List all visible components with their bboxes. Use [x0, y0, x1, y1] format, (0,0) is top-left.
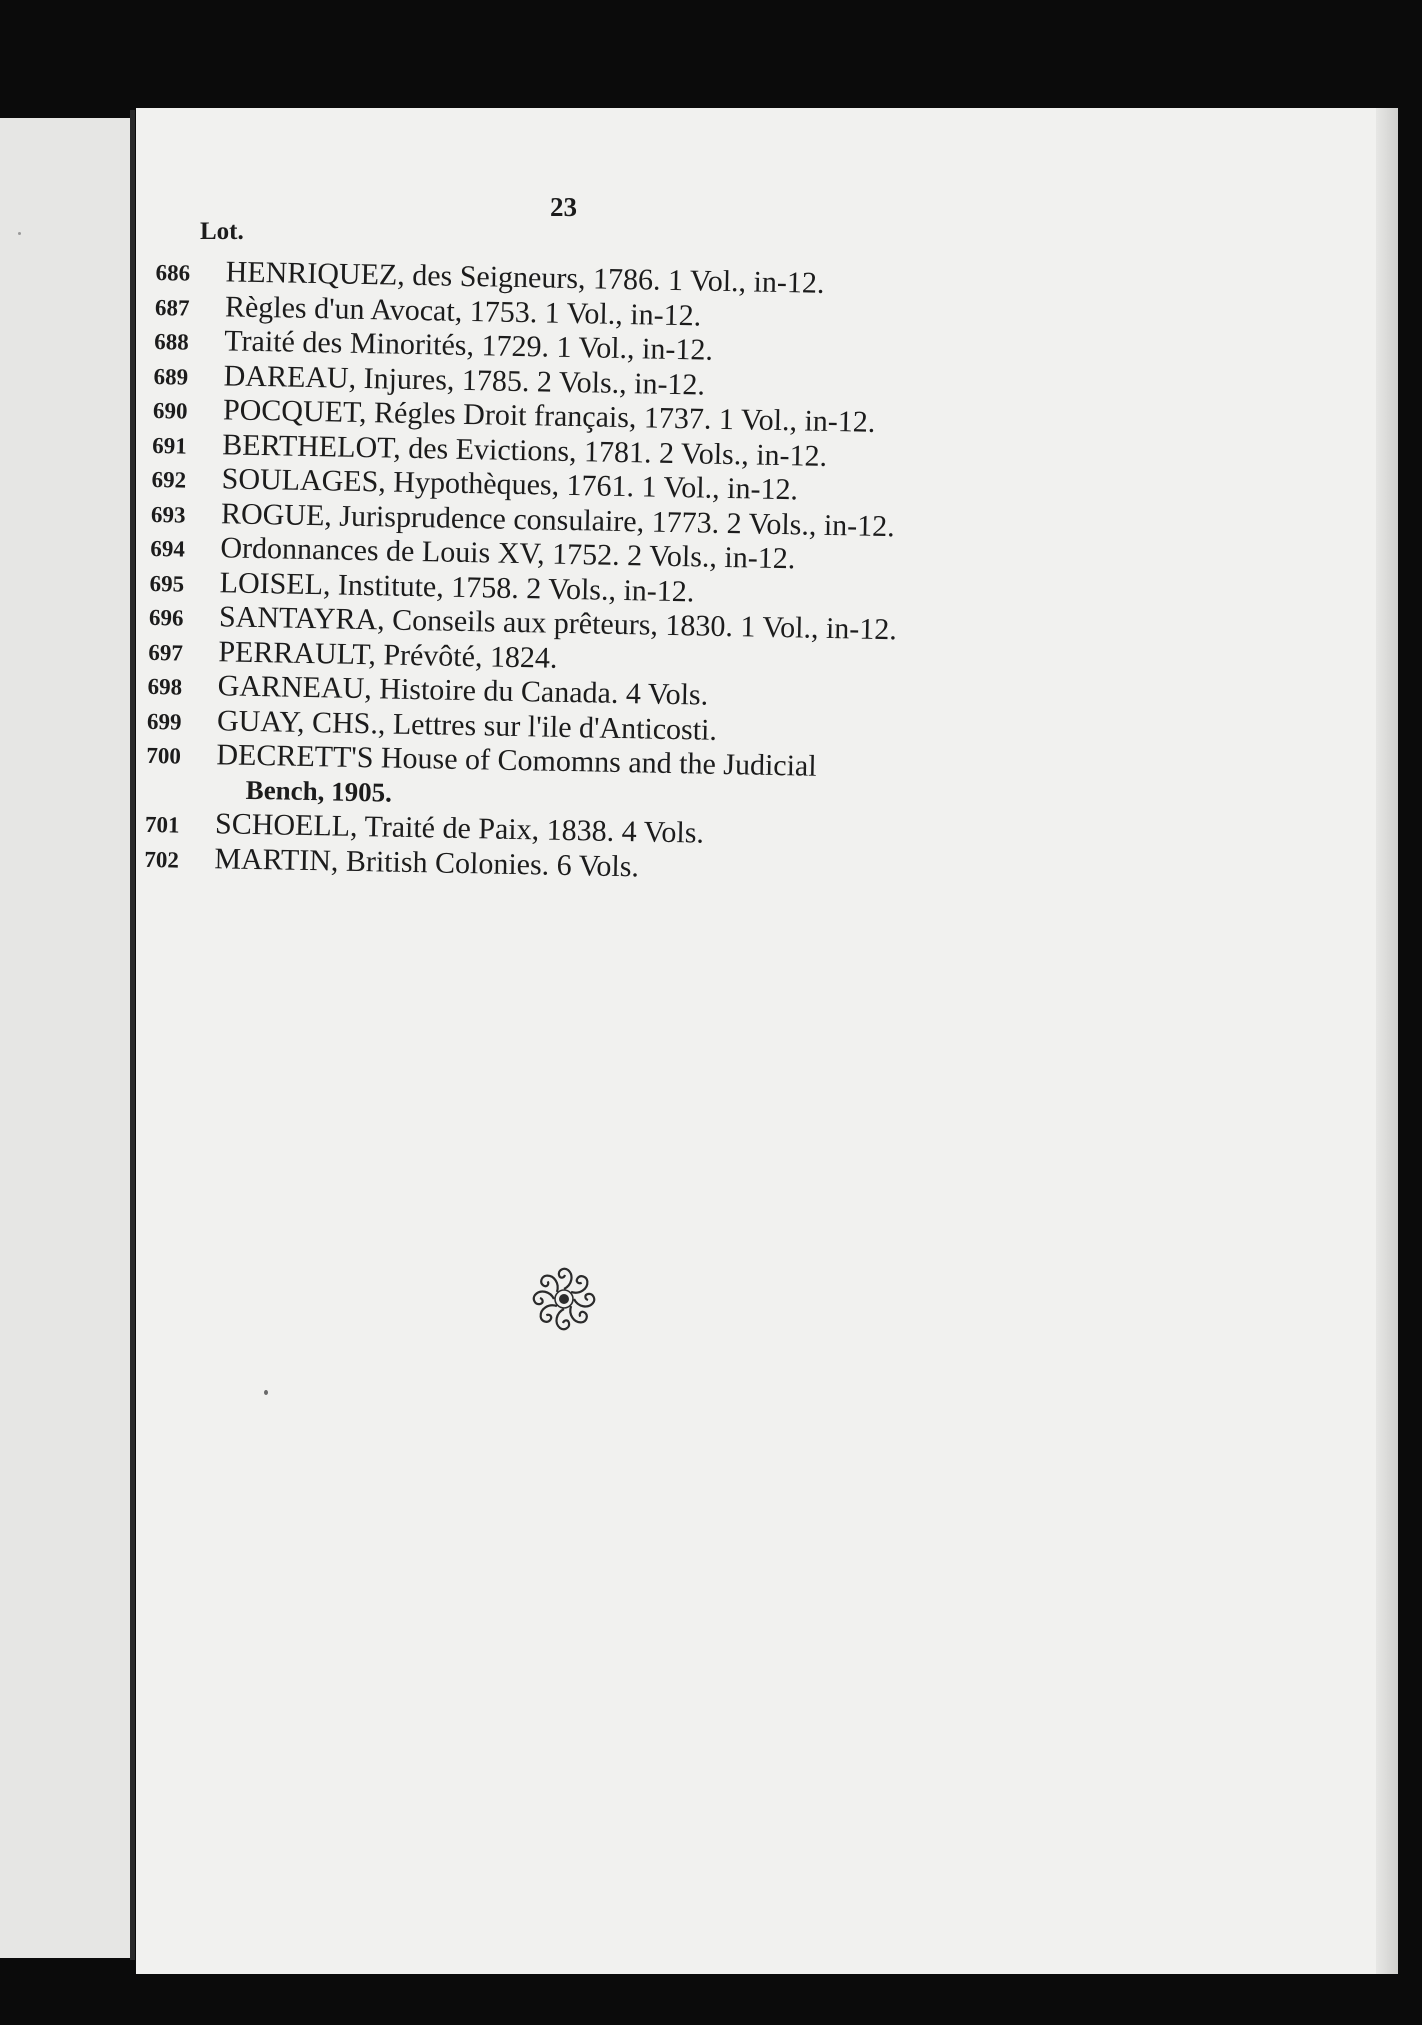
lot-description-text: GARNEAU, Histoire du Canada. 4 Vols. — [217, 669, 709, 712]
lot-number: 693 — [150, 501, 186, 528]
lot-number: 686 — [155, 259, 191, 286]
lot-description-text: SCHOELL, Traité de Paix, 1838. 4 Vols. — [214, 807, 705, 850]
rosette-petal — [557, 1309, 570, 1329]
lot-description-text: DECRETT'S House of Comomns and the Judicial — [216, 738, 817, 783]
lot-number: 699 — [146, 708, 182, 735]
lot-description-text: MARTIN, British Colonies. 6 Vols. — [214, 841, 640, 883]
lot-number: 690 — [152, 397, 188, 424]
page-edge-shadow — [1376, 108, 1398, 1974]
lot-description-text: Ordonnances de Louis XV, 1752. 2 Vols., in-12. — [220, 531, 796, 576]
lot-number: 696 — [148, 604, 184, 631]
lot-description-text: LOISEL, Institute, 1758. 2 Vols., in-12. — [219, 565, 695, 608]
lot-number: 692 — [151, 466, 187, 493]
lot-number: 689 — [153, 363, 189, 390]
lot-number: 697 — [148, 639, 184, 666]
lot-number: 698 — [147, 673, 183, 700]
rosette-petal — [559, 1269, 572, 1289]
lot-column-header: Lot. — [200, 218, 244, 245]
lot-description-text: Traité des Minorités, 1729. 1 Vol., in-12. — [224, 324, 714, 367]
lot-number: 702 — [144, 846, 180, 873]
page-number: 23 — [550, 192, 577, 222]
lot-listing — [144, 254, 1186, 895]
paper-speck — [18, 232, 21, 235]
lot-description-text: SANTAYRA, Conseils aux prêteurs, 1830. 1 Vol., in-12. — [218, 600, 898, 647]
page-gutter — [130, 110, 135, 1960]
lot-description-text: HENRIQUEZ, des Seigneurs, 1786. 1 Vol., in-12. — [225, 255, 825, 300]
left-page-strip — [0, 118, 134, 1958]
lot-number: 700 — [146, 742, 182, 769]
lot-description-text: DAREAU, Injures, 1785. 2 Vols., in-12. — [223, 358, 706, 402]
rosette-petal — [574, 1294, 594, 1307]
lot-number: 701 — [144, 811, 180, 838]
lot-description-text: PERRAULT, Prévôté, 1824. — [218, 634, 558, 675]
lot-description — [215, 738, 817, 818]
lot-number: 694 — [150, 535, 186, 562]
lot-description-continuation: Bench, 1905. — [245, 774, 393, 808]
rosette-petal — [534, 1292, 554, 1305]
lot-description-text: POCQUET, Régles Droit français, 1737. 1 Vol., in-12. — [222, 393, 876, 439]
rosette-ornament-icon — [530, 1265, 598, 1333]
rosette-center — [559, 1294, 569, 1304]
lot-number: 691 — [152, 432, 188, 459]
lot-description-text: Règles d'un Avocat, 1753. 1 Vol., in-12. — [224, 289, 702, 332]
lot-description-text: ROGUE, Jurisprudence consulaire, 1773. 2 Vols., in-12. — [220, 496, 896, 543]
paper-speck — [264, 1390, 268, 1395]
lot-description-text: BERTHELOT, des Evictions, 1781. 2 Vols., in-12. — [222, 427, 828, 473]
lot-description-text: GUAY, CHS., Lettres sur l'ile d'Anticosti. — [216, 703, 718, 747]
lot-number: 687 — [154, 294, 190, 321]
lot-number: 695 — [149, 570, 185, 597]
lot-description — [218, 635, 558, 676]
lot-number: 688 — [154, 328, 190, 355]
lot-description-text: SOULAGES, Hypothèques, 1761. 1 Vol., in-12. — [221, 462, 799, 507]
